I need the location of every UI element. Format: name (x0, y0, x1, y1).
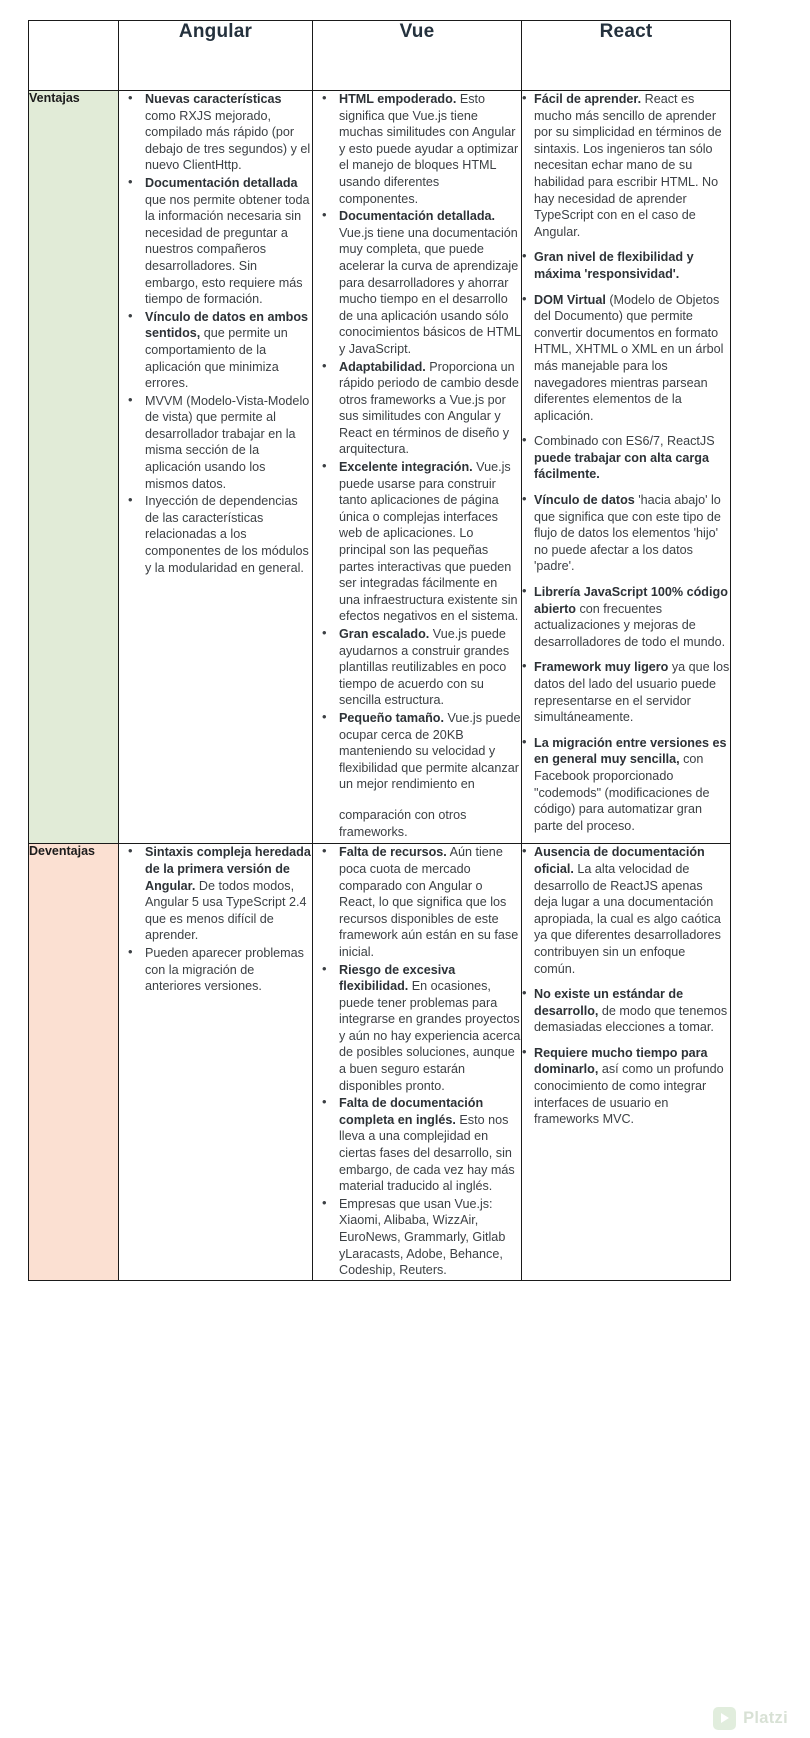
header-corner-cell (29, 21, 119, 91)
list-item: • No existe un estándar de desarrollo, de modo que tenemos demasiadas elecciones a tomar. (534, 986, 730, 1036)
list-item: • Framework muy ligero ya que los datos del lado del usuario puede representarse en el servidor simultáneamente. (534, 659, 730, 725)
list-item: • Requiere mucho tiempo para dominarlo, así como un profundo conocimiento de como integrar interfaces de usuario en frameworks MVC. (534, 1045, 730, 1128)
list-item: • Ausencia de documentación oficial. La alta velocidad de desarrollo de ReactJS apenas deja lugar a una documentación apropiada, la cual es algo caótica ya que diferentes desarrolladores contribuyen sin un enfoque común. (534, 844, 730, 977)
platzi-watermark (713, 1707, 788, 1730)
cell-vue-advantages (313, 91, 522, 844)
list-item: • Gran nivel de flexibilidad y máxima 'responsividad'. (534, 249, 730, 282)
react-advantages-list (522, 91, 730, 834)
list-item: • Pueden aparecer problemas con la migración de anteriores versiones. (145, 945, 312, 995)
cell-angular-disadvantages (119, 844, 313, 1280)
column-header-angular: Angular (119, 21, 313, 91)
row-label-deventajas: Deventajas (29, 844, 119, 1280)
angular-advantages-list (119, 91, 312, 576)
framework-comparison-table (28, 20, 731, 1281)
react-disadvantages-list (522, 844, 730, 1128)
list-item: • Documentación detallada que nos permite obtener toda la información necesaria sin necesidad de preguntar a nuestros compañeros desarrolladores. Sin embargo, esto requiere más tiempo de formación. (145, 175, 312, 308)
list-item: • Vínculo de datos en ambos sentidos, que permite un comportamiento de la aplicación que minimiza errores. (145, 309, 312, 392)
list-item: • Gran escalado. Vue.js puede ayudarnos a construir grandes plantillas reutilizables en poco tiempo de acuerdo con su sencilla estructura. (339, 626, 521, 709)
list-item: • Falta de recursos. Aún tiene poca cuota de mercado comparado con Angular o React, lo que significa que los recursos disponibles de este framework aún están en su fase inicial. (339, 844, 521, 960)
table-row-disadvantages (29, 844, 731, 1280)
row-label-ventajas: Ventajas (29, 91, 119, 844)
vue-disadvantages-list (313, 844, 521, 1278)
watermark-label: Platzi (743, 1709, 788, 1727)
vue-advantages-list (313, 91, 521, 840)
list-item: • MVVM (Modelo-Vista-Modelo de vista) que permite al desarrollador trabajar en la misma sección de la aplicación usando los mismos datos. (145, 393, 312, 493)
cell-react-disadvantages (522, 844, 731, 1280)
list-item: • Sintaxis compleja heredada de la primera versión de Angular. De todos modos, Angular 5 usa TypeScript 2.4 que es menos difícil de aprender. (145, 844, 312, 944)
list-item: • Combinado con ES6/7, ReactJS puede trabajar con alta carga fácilmente. (534, 433, 730, 483)
cell-vue-disadvantages (313, 844, 522, 1280)
list-item: • Vínculo de datos 'hacia abajo' lo que significa que con este tipo de flujo de datos los elementos 'hijo' no puede afectar a los datos 'padre'. (534, 492, 730, 575)
list-item: • La migración entre versiones es en general muy sencilla, con Facebook proporcionado "codemods" (modificaciones de código) para automatizar gran parte del proceso. (534, 735, 730, 835)
list-item: • Fácil de aprender. React es mucho más sencillo de aprender por su simplicidad en términos de sintaxis. Los ingenieros tan sólo necesitan echar mano de su habilidad para escribir HTML. No hay necesidad de aprender TypeScript con en el caso de Angular. (534, 91, 730, 240)
list-item: • Nuevas características como RXJS mejorado, compilado más rápido (por debajo de tres segundos) y el nuevo ClientHttp. (145, 91, 312, 174)
comparison-sheet (28, 20, 730, 1720)
list-item: • Pequeño tamaño. Vue.js puede ocupar cerca de 20KB manteniendo su velocidad y flexibilidad que permite alcanzar un mejor rendimiento en comparación con otros frameworks. (339, 710, 521, 840)
list-item: • Excelente integración. Vue.js puede usarse para construir tanto aplicaciones de página única o complejas interfaces web de aplicaciones. Lo principal son las pequeñas partes interactivas que pueden ser integradas fácilmente en una infraestructura existente sin efectos negativos en el sistema. (339, 459, 521, 625)
table-header-row (29, 21, 731, 91)
play-icon (713, 1707, 736, 1730)
list-item: • Documentación detallada. Vue.js tiene una documentación muy completa, que puede acelerar la curva de aprendizaje para desarrolladores y ahorrar mucho tiempo en el desarrollo de una aplicación usando sólo conocimientos básicos de HTML y JavaScript. (339, 208, 521, 357)
list-item: • Inyección de dependencias de las características relacionadas a los componentes de los módulos y la modularidad en general. (145, 493, 312, 576)
list-item: • Adaptabilidad. Proporciona un rápido periodo de cambio desde otros frameworks a Vue.js por sus similitudes con Angular y React en términos de diseño y arquitectura. (339, 359, 521, 459)
table-row-advantages (29, 91, 731, 844)
list-item: • Empresas que usan Vue.js: Xiaomi, Alibaba, WizzAir, EuroNews, Grammarly, Gitlab yLaracasts, Adobe, Behance, Codeship, Reuters. (339, 1196, 521, 1279)
cell-react-advantages (522, 91, 731, 844)
list-item: • Falta de documentación completa en inglés. Esto nos lleva a una complejidad en ciertas fases del desarrollo, sin embargo, de cada vez hay más material traducido al inglés. (339, 1095, 521, 1195)
column-header-vue: Vue (313, 21, 522, 91)
column-header-react: React (522, 21, 731, 91)
list-item: • HTML empoderado. Esto significa que Vue.js tiene muchas similitudes con Angular y esto puede ayudar a optimizar el manejo de bloques HTML usando diferentes componentes. (339, 91, 521, 207)
list-item: • DOM Virtual (Modelo de Objetos del Documento) que permite convertir documentos en formato HTML, XHTML o XML en un árbol más manejable para los navegadores mientras parsean diferentes elementos de la aplicación. (534, 292, 730, 425)
list-item: • Librería JavaScript 100% código abierto con frecuentes actualizaciones y mejoras de desarrolladores de todo el mundo. (534, 584, 730, 650)
list-item: • Riesgo de excesiva flexibilidad. En ocasiones, puede tener problemas para integrarse en grandes proyectos y aún no hay experiencia acerca de posibles soluciones, aunque a buen seguro estarán disponibles pronto. (339, 962, 521, 1095)
angular-disadvantages-list (119, 844, 312, 994)
cell-angular-advantages (119, 91, 313, 844)
